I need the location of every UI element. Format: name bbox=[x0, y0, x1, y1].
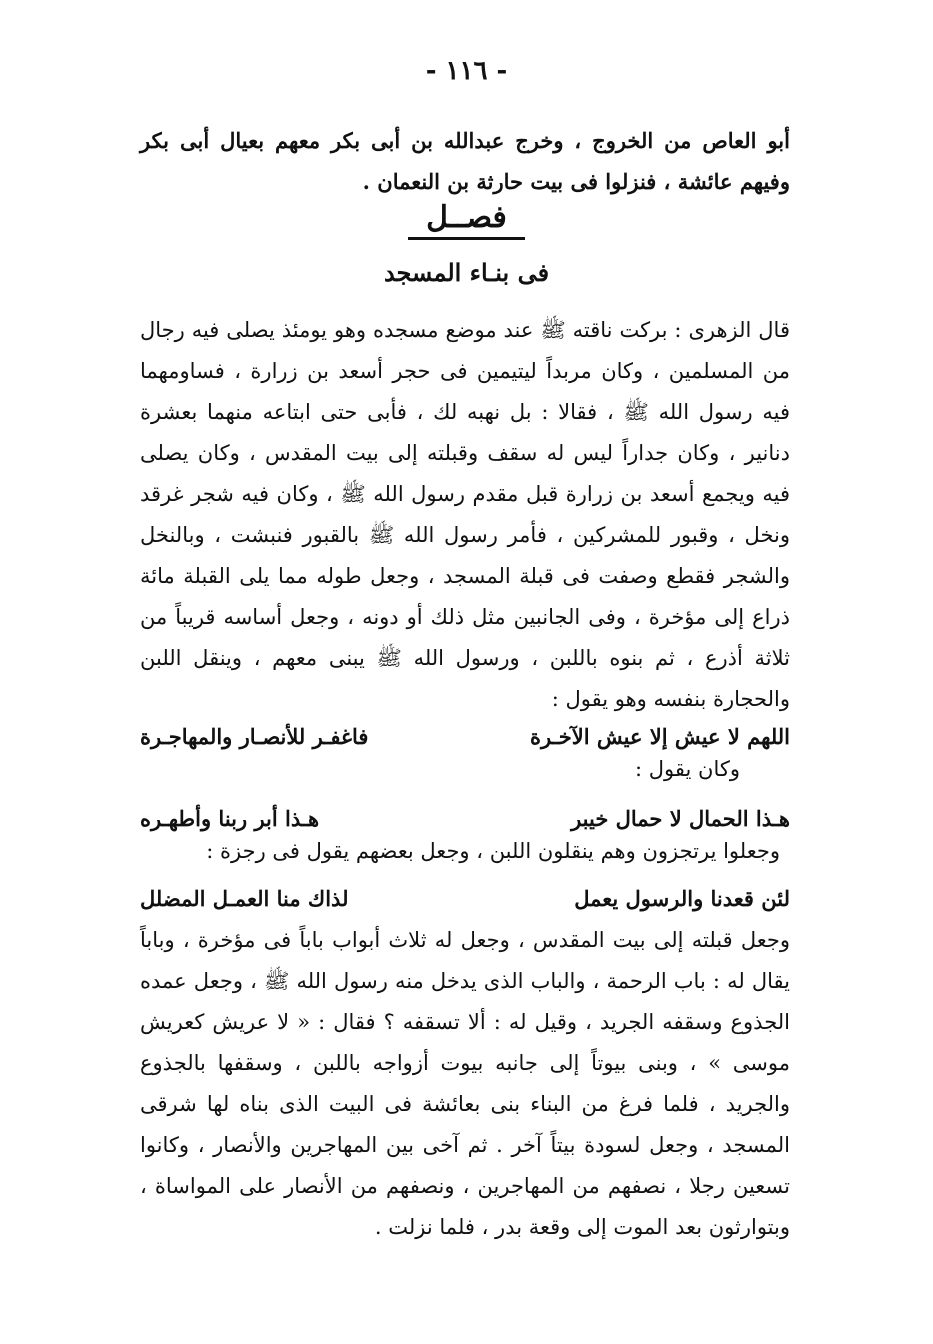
verse-second-hemistich: لذاك منا العمـل المضلل bbox=[140, 886, 349, 911]
intro-paragraph: أبو العاص من الخروج ، وخرج عبدالله بن أبى بكر معهم بعيال أبى بكر وفيهم عائشة ، فنزلوا فى بيت حارثة بن النعمان . bbox=[140, 128, 790, 194]
section-title bbox=[0, 200, 933, 235]
verse-line bbox=[140, 878, 790, 919]
verse-first-hemistich: هـذا الحمال لا حمال خيبر bbox=[571, 806, 790, 831]
verse-second-hemistich: فاغفـر للأنصـار والمهاجـرة bbox=[140, 724, 369, 749]
verse-line bbox=[140, 716, 790, 757]
verse-first-hemistich: اللهم لا عيش إلا عيش الآخـرة bbox=[530, 724, 790, 749]
paragraph-mosque-doors: وجعل قبلته إلى بيت المقدس ، وجعل له ثلاث أبواب باباً فى مؤخرة ، وباباً يقال له : باب الرحمة ، والباب الذى يدخل منه رسول الله ﷺ ، وجعل عمده الجذوع وسقفه الجريد ، وقيل له : ألا تسقفه ؟ فقال : « لا عريش كعريش موسى » ، وبنى بيوتاً إلى جانبه بيوت أزواجه باللبن ، وسقفها بالجذوع والجريد ، فلما فرغ من البناء بنى بعائشة فى البيت الذى بناه لها شرقى المسجد ، وجعل لسودة بيتاً آخر . ثم آخى بين المهاجرين والأنصار ، وكانوا تسعين رجلا ، نصفهم من المهاجرين ، ونصفهم من الأنصار على المواساة ، وبتوارثون بعد الموت إلى وقعة بدر ، فلما نزلت . bbox=[140, 928, 790, 1239]
section-title-text: فصــل bbox=[408, 200, 525, 240]
verse-first-hemistich: لئن قعدنا والرسول يعمل bbox=[574, 886, 790, 911]
verse-line bbox=[140, 798, 790, 839]
narration-line: وكان يقول : bbox=[635, 757, 740, 781]
paragraph-mosque-building: قال الزهرى : بركت ناقته ﷺ عند موضع مسجده وهو يومئذ يصلى فيه رجال من المسلمين ، وكان مربداً ليتيمين فى حجر أسعد بن زرارة ، فساومهما فيه رسول الله ﷺ ، فقالا : بل نهبه لك ، فأبى حتى ابتاعه منهما بعشرة دنانير ، وكان جداراً ليس له سقف وقبلته إلى بيت المقدس ، وكان يصلى فيه ويجمع أسعد بن زرارة قبل مقدم رسول الله ﷺ ، وكان فيه شجر غرقد ونخل ، وقبور للمشركين ، فأمر رسول الله ﷺ بالقبور فنبشت ، وبالنخل والشجر فقطع وصفت فى قبلة المسجد ، وجعل طوله مما يلى القبلة مائة ذراع إلى مؤخرة ، وفى الجانبين مثل ذلك أو دونه ، وجعل أساسه قريباً من ثلاثة أذرع ، ثم بنوه باللبن ، ورسول الله ﷺ يبنى معهم ، وينقل اللبن والحجارة بنفسه وهو يقول : bbox=[140, 318, 790, 711]
narration-line: وجعلوا يرتجزون وهم ينقلون اللبن ، وجعل بعضهم يقول فى رجزة : bbox=[206, 839, 780, 863]
section-subtitle: فى بنـاء المسجد bbox=[383, 258, 550, 287]
verse-second-hemistich: هـذا أبر ربنا وأطهـره bbox=[140, 806, 320, 831]
page-number: - ١١٦ - bbox=[425, 56, 508, 86]
